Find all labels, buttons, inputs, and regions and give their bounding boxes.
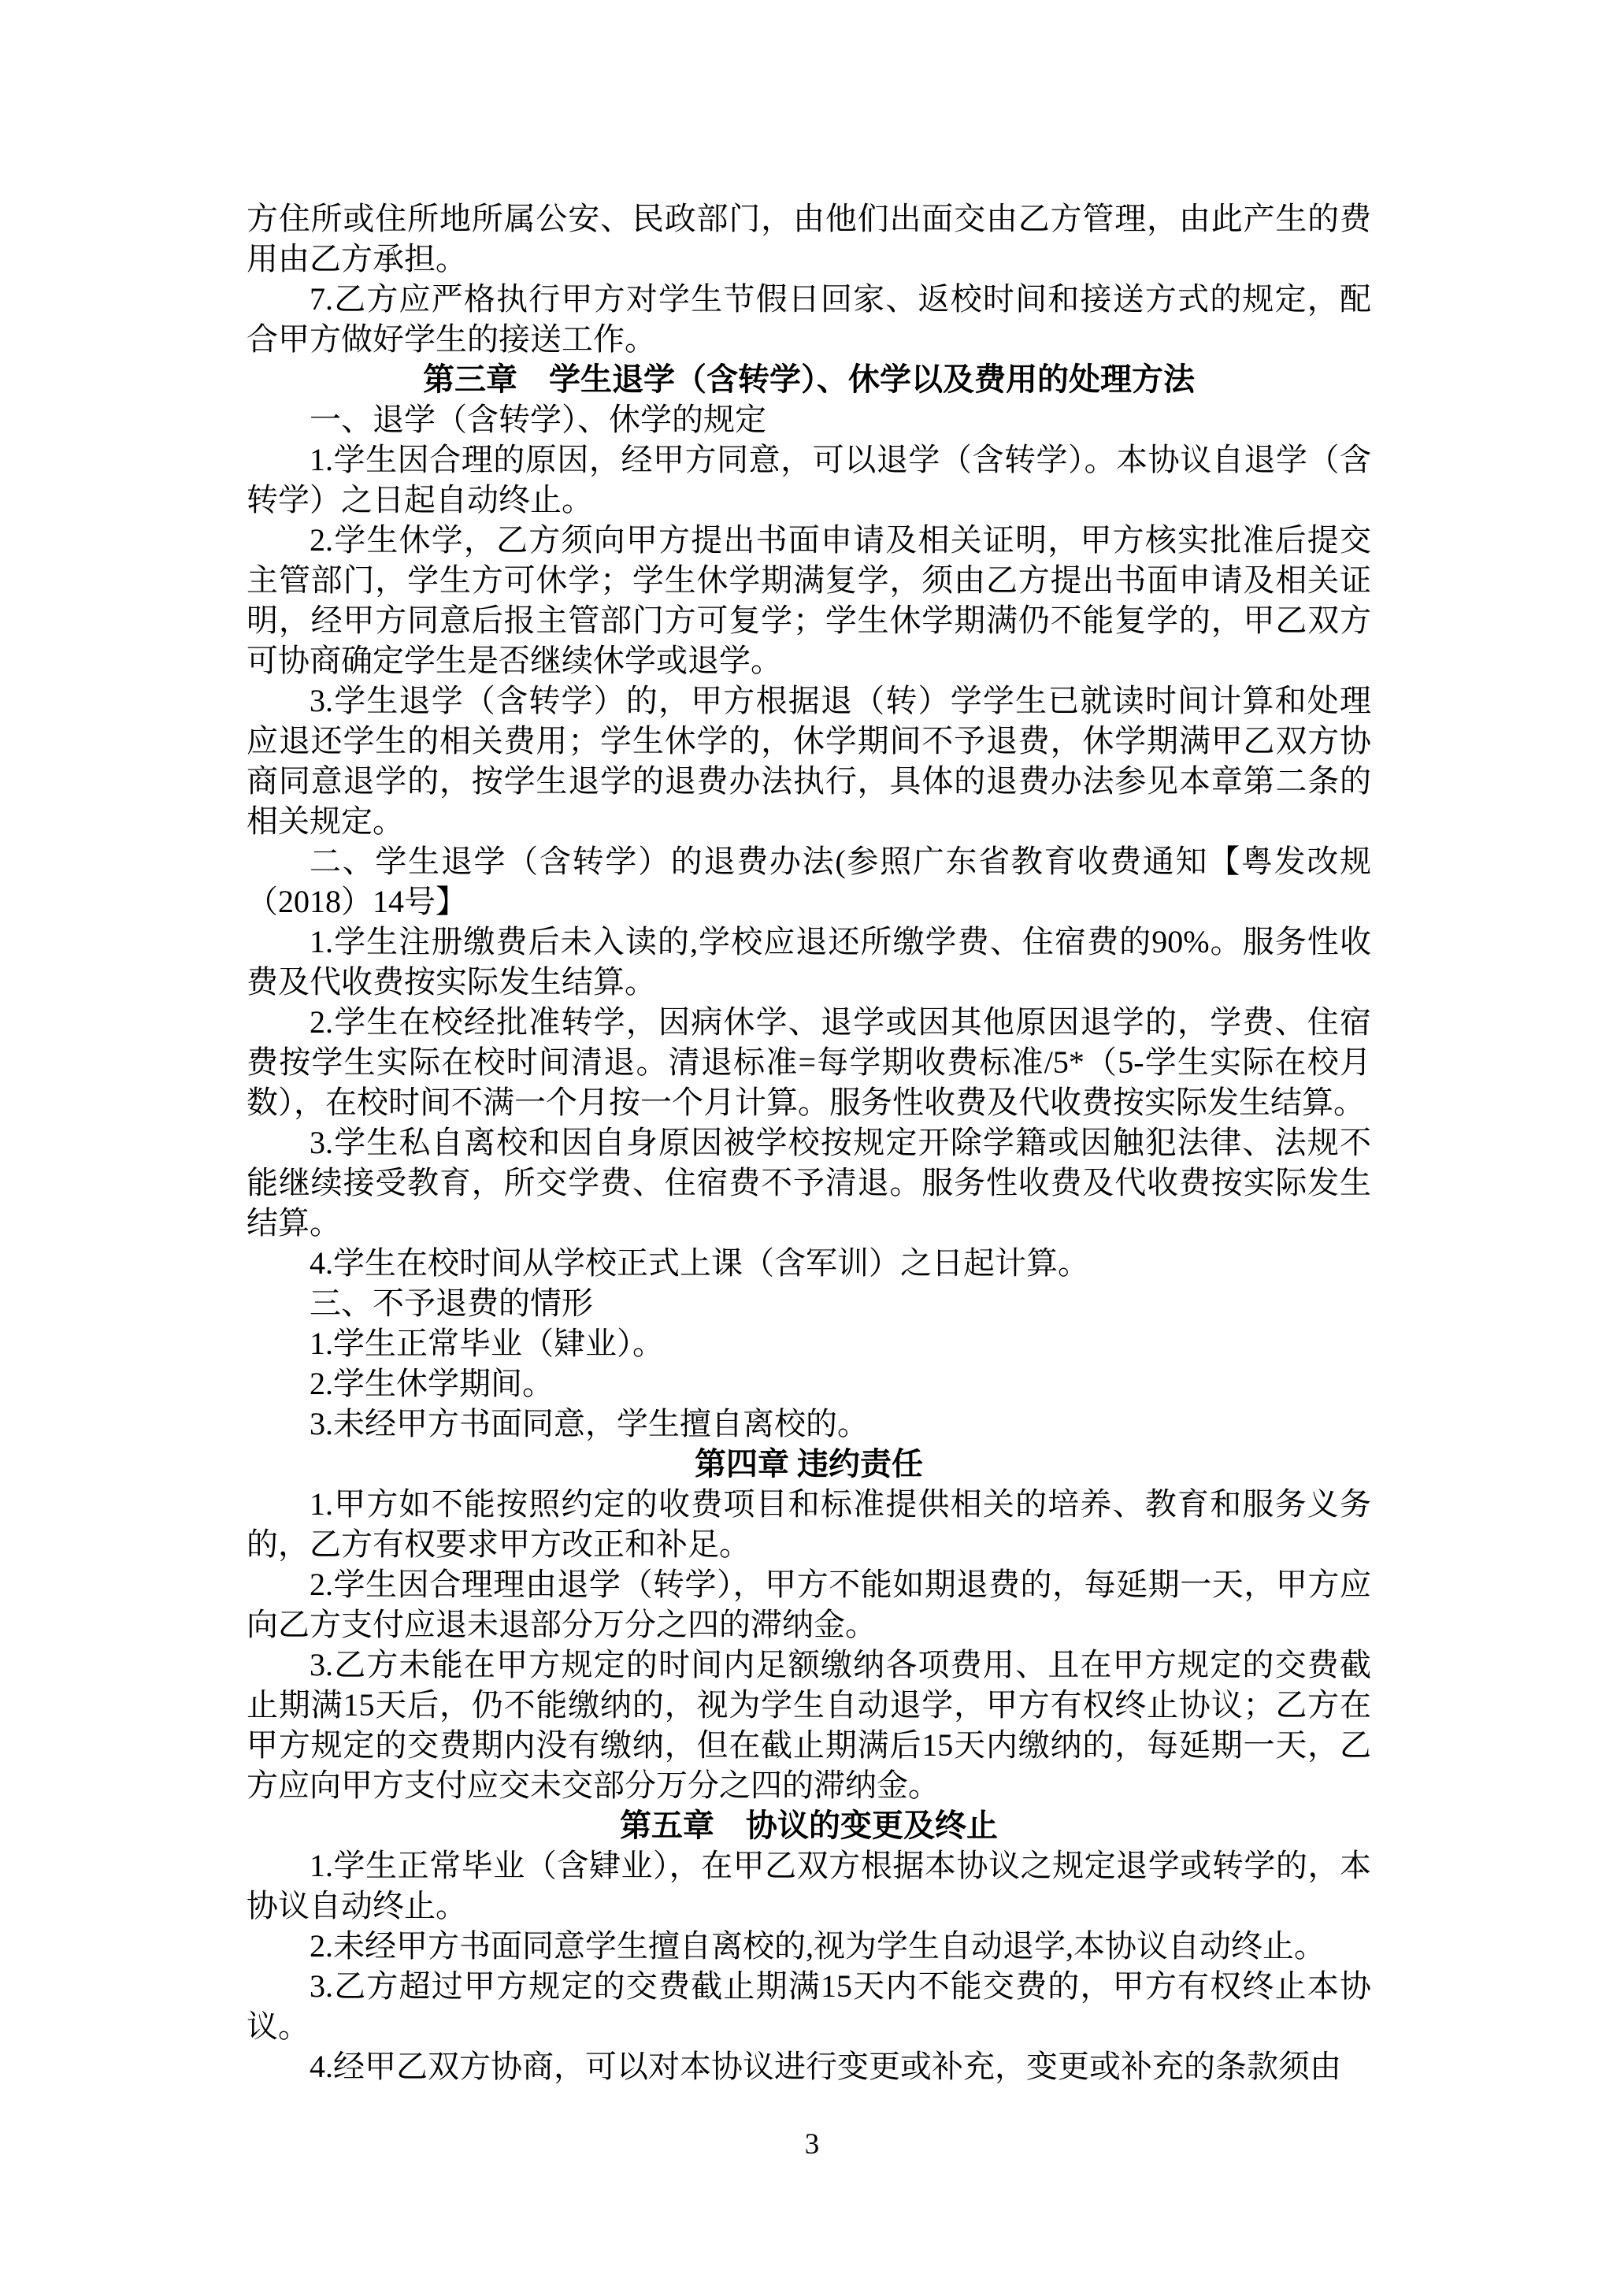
paragraph: 3.学生退学（含转学）的，甲方根据退（转）学学生已就读时间计算和处理应退还学生的相关费用；学生休学的，休学期间不予退费，休学期满甲乙双方协商同意退学的，按学生退学的退费办法执行，具体的退费办法参见本章第二条的相关规定。 [247,683,1371,839]
paragraph: 3.乙方超过甲方规定的交费截止期满15天内不能交费的，甲方有权终止本协议。 [247,1968,1371,2044]
paragraph: 2.学生在校经批准转学，因病休学、退学或因其他原因退学的，学费、住宿费按学生实际在校时间清退。清退标准=每学期收费标准/5*（5-学生实际在校月数），在校时间不满一个月按一个月计算。服务性收费及代收费按实际发生结算。 [247,1004,1371,1120]
paragraph: 方住所或住所地所属公安、民政部门，由他们出面交由乙方管理，由此产生的费用由乙方承担。 [247,201,1371,276]
paragraph: 2.未经甲方书面同意学生擅自离校的,视为学生自动退学,本协议自动终止。 [310,1928,1326,1964]
paragraph: 1.学生注册缴费后未入读的,学校应退还所缴学费、住宿费的90%。服务性收费及代收费按实际发生结算。 [247,924,1371,1000]
chapter-heading: 第五章 协议的变更及终止 [620,1808,998,1843]
paragraph: 2.学生休学，乙方须向甲方提出书面申请及相关证明，甲方核实批准后提交主管部门，学生方可休学；学生休学期满复学，须由乙方提出书面申请及相关证明，经甲方同意后报主管部门方可复学；学生休学期满仍不能复学的，甲乙双方可协商确定学生是否继续休学或退学。 [247,522,1371,678]
paragraph: 1.学生正常毕业（含肄业），在甲乙双方根据本协议之规定退学或转学的，本协议自动终止。 [247,1848,1371,1923]
paragraph: 1.学生因合理的原因，经甲方同意，可以退学（含转学）。本协议自退学（含转学）之日起自动终止。 [247,442,1371,517]
paragraph: 4.经甲乙双方协商，可以对本协议进行变更或补充，变更或补充的条款须由 [310,2049,1341,2084]
paragraph: 三、不予退费的情形 [310,1285,593,1321]
paragraph: 一、退学（含转学）、休学的规定 [310,402,766,437]
paragraph: 1.甲方如不能按照约定的收费项目和标准提供相关的培养、教育和服务义务的，乙方有权要求甲方改正和补足。 [247,1486,1371,1562]
paragraph: 二、学生退学（含转学）的退费办法(参照广东省教育收费通知【粤发改规（2018）14号】 [247,844,1371,919]
paragraph: 2.学生因合理理由退学（转学），甲方不能如期退费的，每延期一天，甲方应向乙方支付应退未退部分万分之四的滞纳金。 [247,1567,1371,1642]
paragraph: 3.学生私自离校和因自身原因被学校按规定开除学籍或因触犯法律、法规不能继续接受教育，所交学费、住宿费不予清退。服务性收费及代收费按实际发生结算。 [247,1125,1371,1241]
paragraph: 3.未经甲方书面同意，学生擅自离校的。 [310,1406,869,1441]
paragraph: 2.学生休学期间。 [310,1366,554,1401]
page-number: 3 [804,2128,820,2161]
chapter-heading: 第四章 违约责任 [695,1446,923,1482]
paragraph: 1.学生正常毕业（肄业）。 [310,1326,664,1361]
chapter-heading: 第三章 学生退学（含转学）、休学以及费用的处理方法 [423,362,1195,397]
paragraph: 4.学生在校时间从学校正式上课（含军训）之日起计算。 [310,1245,1089,1281]
document-body [247,198,1371,2086]
paragraph: 3.乙方未能在甲方规定的时间内足额缴纳各项费用、且在甲方规定的交费截止期满15天后，仍不能缴纳的，视为学生自动退学，甲方有权终止协议；乙方在甲方规定的交费期内没有缴纳，但在截止期满后15天内缴纳的，每延期一天，乙方应向甲方支付应交未交部分万分之四的滞纳金。 [247,1647,1371,1803]
paragraph: 7.乙方应严格执行甲方对学生节假日回家、返校时间和接送方式的规定，配合甲方做好学生的接送工作。 [247,281,1371,357]
